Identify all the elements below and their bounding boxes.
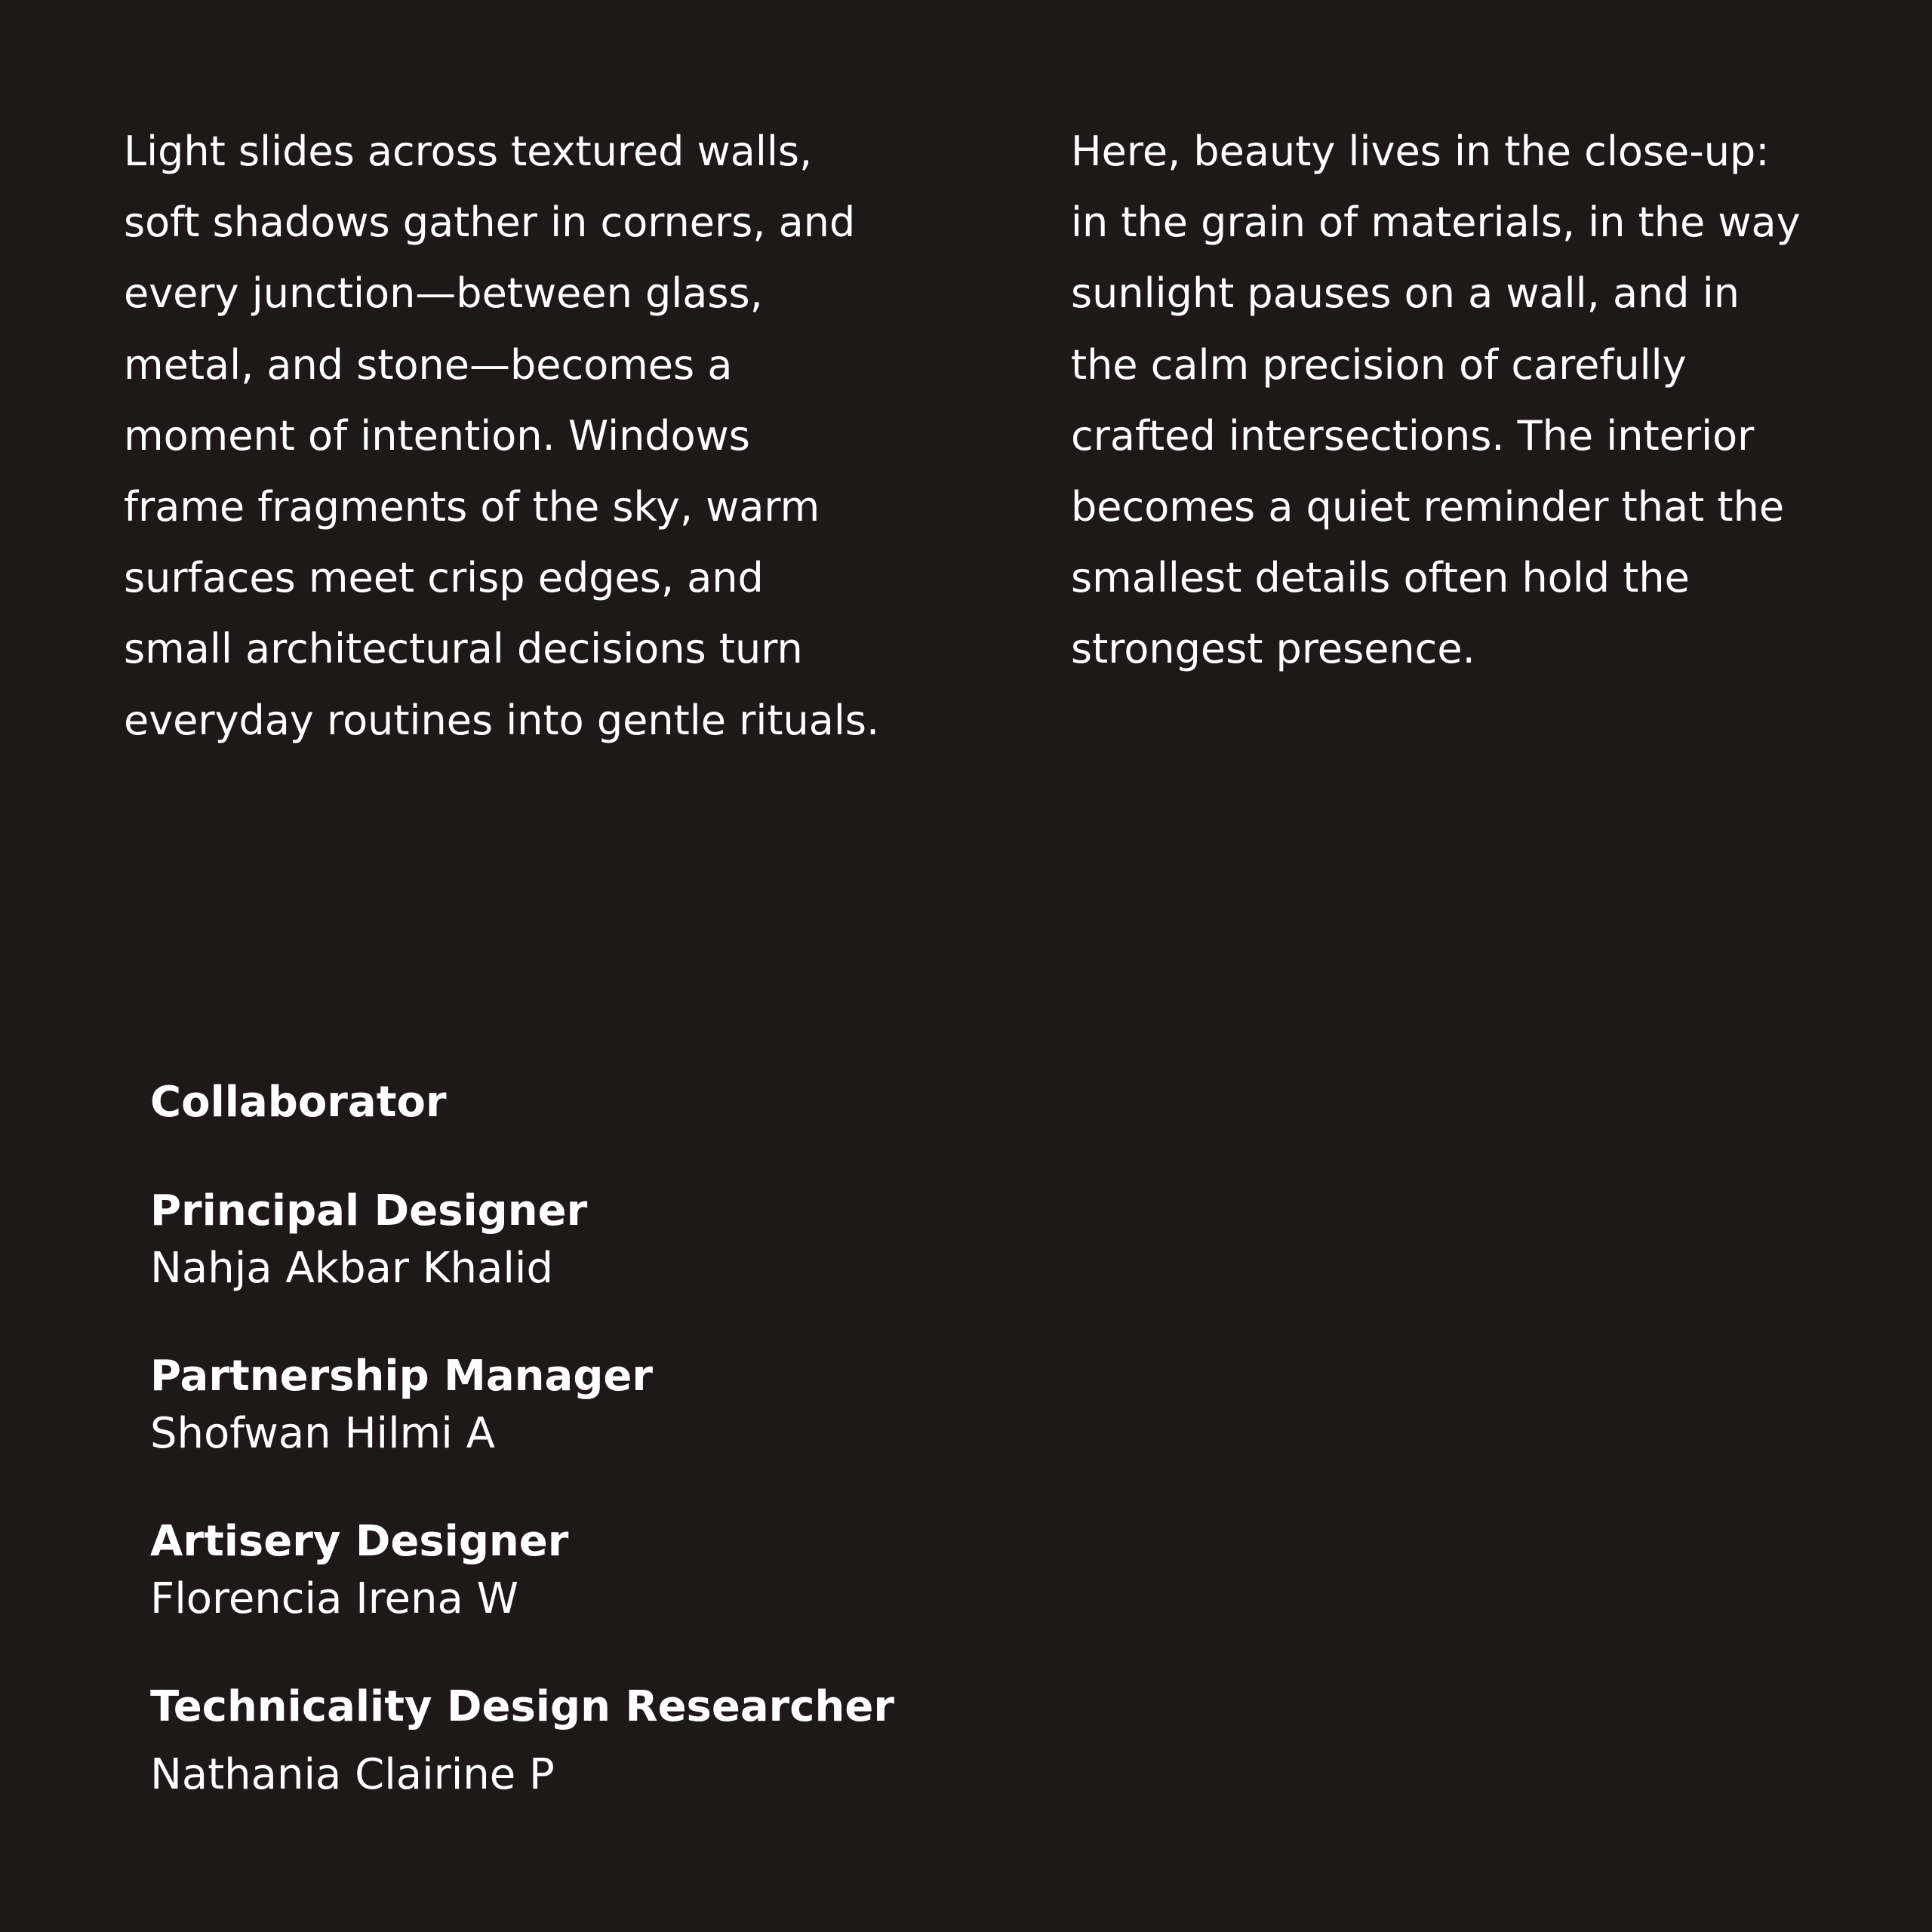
paragraph-line: in the grain of materials, in the way <box>1071 198 1801 247</box>
person-name: Shofwan Hilmi A <box>150 1409 495 1458</box>
paragraph-line: every junction—between glass, <box>124 269 763 318</box>
collaborator-credits <box>150 1072 894 1854</box>
paragraph-line: small architectural decisions turn <box>124 625 803 673</box>
person-name: Nathania Clairine P <box>150 1750 555 1799</box>
paragraph-line: Light slides across textured walls, <box>124 128 813 175</box>
paragraph-line: metal, and stone—becomes a <box>124 340 733 389</box>
paragraph-line: Here, beauty lives in the close-up: <box>1071 128 1770 175</box>
paragraph-line: surfaces meet crisp edges, and <box>124 554 764 602</box>
paragraph-line: crafted intersections. The interior <box>1071 411 1755 460</box>
paragraph-line: becomes a quiet reminder that the <box>1071 483 1785 531</box>
intro-paragraph-left <box>124 116 879 756</box>
person-name: Florencia Irena W <box>150 1574 518 1623</box>
paragraph-line: the calm precision of carefully <box>1071 340 1687 389</box>
role-title: Artisery Designer <box>150 1517 569 1566</box>
credit-entry <box>150 1183 894 1297</box>
person-name: Nahja Akbar Khalid <box>150 1244 553 1293</box>
role-title: Technicality Design Researcher <box>150 1682 894 1731</box>
credit-entry <box>150 1348 894 1463</box>
paragraph-line: frame fragments of the sky, warm <box>124 483 820 531</box>
paragraph-line: smallest details often hold the <box>1071 554 1690 602</box>
credit-entry <box>150 1513 894 1628</box>
paragraph-line: everyday routines into gentle rituals. <box>124 696 880 744</box>
credits-heading: Collaborator <box>150 1078 447 1127</box>
paragraph-line: moment of intention. Windows <box>124 411 750 460</box>
intro-paragraph-right <box>1071 116 1801 685</box>
paragraph-line: sunlight pauses on a wall, and in <box>1071 269 1740 318</box>
paragraph-line: strongest presence. <box>1071 625 1475 673</box>
role-title: Principal Designer <box>150 1186 588 1235</box>
paragraph-line: soft shadows gather in corners, and <box>124 198 856 247</box>
role-title: Partnership Manager <box>150 1352 654 1401</box>
credit-entry <box>150 1678 894 1804</box>
